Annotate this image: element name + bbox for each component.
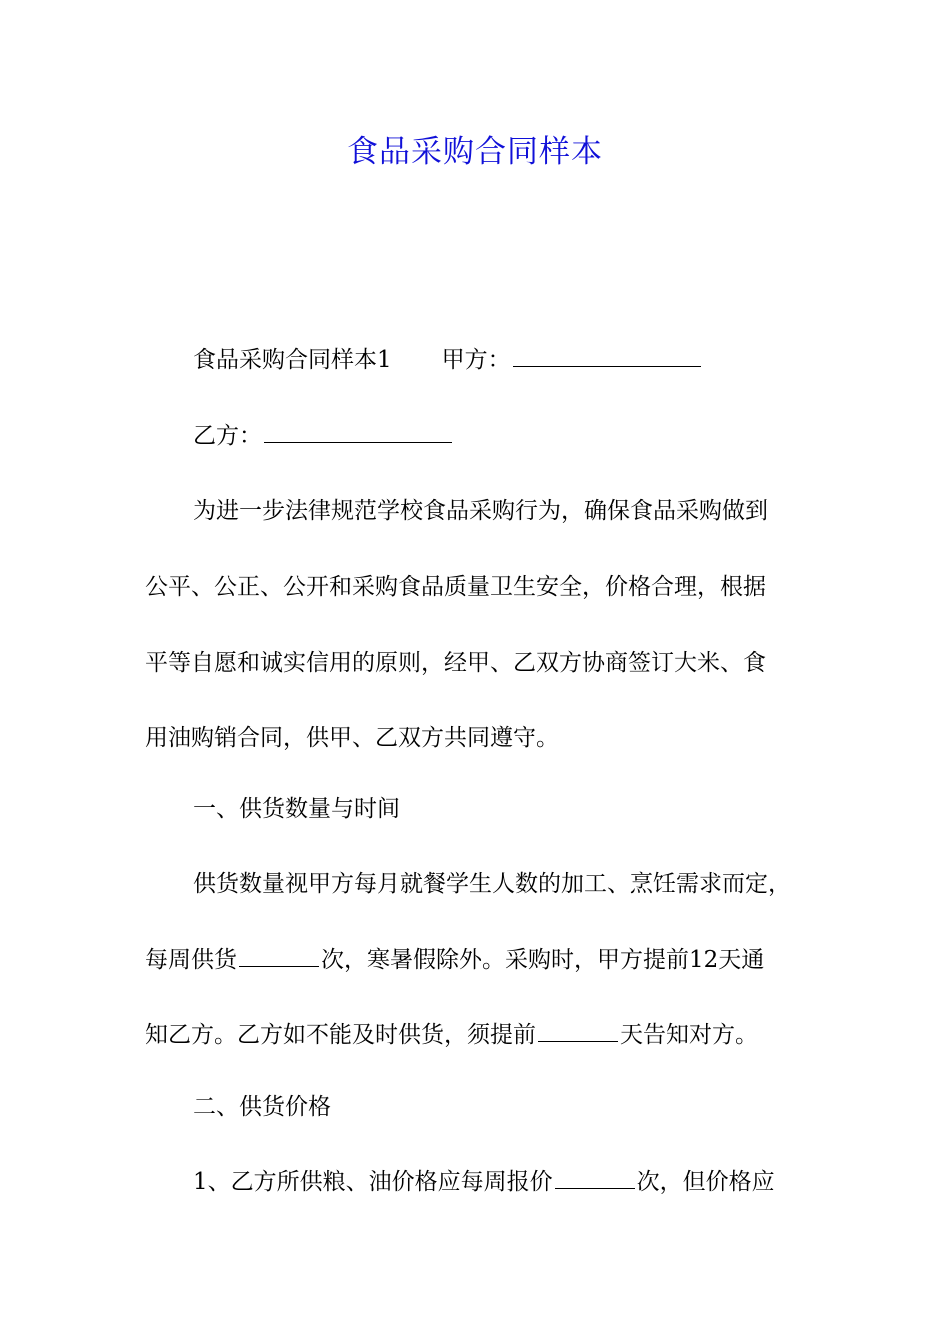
paragraph-line bbox=[145, 1015, 815, 1055]
paragraph-line bbox=[193, 1162, 863, 1202]
days-blank bbox=[538, 1040, 618, 1042]
quote-frequency-blank bbox=[555, 1187, 635, 1189]
contract-sample-label: 食品采购合同样本1 bbox=[193, 347, 392, 373]
section-heading: 一、供货数量与时间 bbox=[193, 796, 400, 822]
paragraph-line: 公平、公正、公开和采购食品质量卫生安全，价格合理，根据 bbox=[145, 574, 766, 600]
frequency-blank bbox=[239, 965, 319, 967]
line-text: 天告知对方。 bbox=[620, 1022, 758, 1048]
party-a-label: 甲方： bbox=[441, 347, 511, 373]
paragraph-line bbox=[145, 940, 815, 980]
paragraph-line: 为进一步法律规范学校食品采购行为，确保食品采购做到 bbox=[193, 498, 768, 524]
paragraph-line: 用油购销合同，供甲、乙双方共同遵守。 bbox=[145, 725, 559, 751]
paragraph-line: 供货数量视甲方每月就餐学生人数的加工、烹饪需求而定， bbox=[193, 871, 791, 897]
line-text: 知乙方。乙方如不能及时供货，须提前 bbox=[145, 1022, 536, 1048]
document-title: 食品采购合同样本 bbox=[347, 134, 603, 170]
party-b-line bbox=[193, 416, 863, 456]
line-text: 每周供货 bbox=[145, 947, 237, 973]
line-text: 次，寒暑假除外。采购时，甲方提前12天通 bbox=[321, 947, 765, 973]
party-b-blank bbox=[264, 441, 452, 443]
party-b-label: 乙方： bbox=[193, 423, 262, 449]
party-a-blank bbox=[513, 365, 701, 367]
line-text: 次，但价格应 bbox=[636, 1169, 775, 1195]
section-heading: 二、供货价格 bbox=[193, 1094, 331, 1120]
line-text: 1、乙方所供粮、油价格应每周报价 bbox=[193, 1169, 553, 1195]
paragraph-line: 平等自愿和诚实信用的原则，经甲、乙双方协商签订大米、食 bbox=[145, 650, 766, 676]
contract-heading-line bbox=[193, 340, 863, 380]
